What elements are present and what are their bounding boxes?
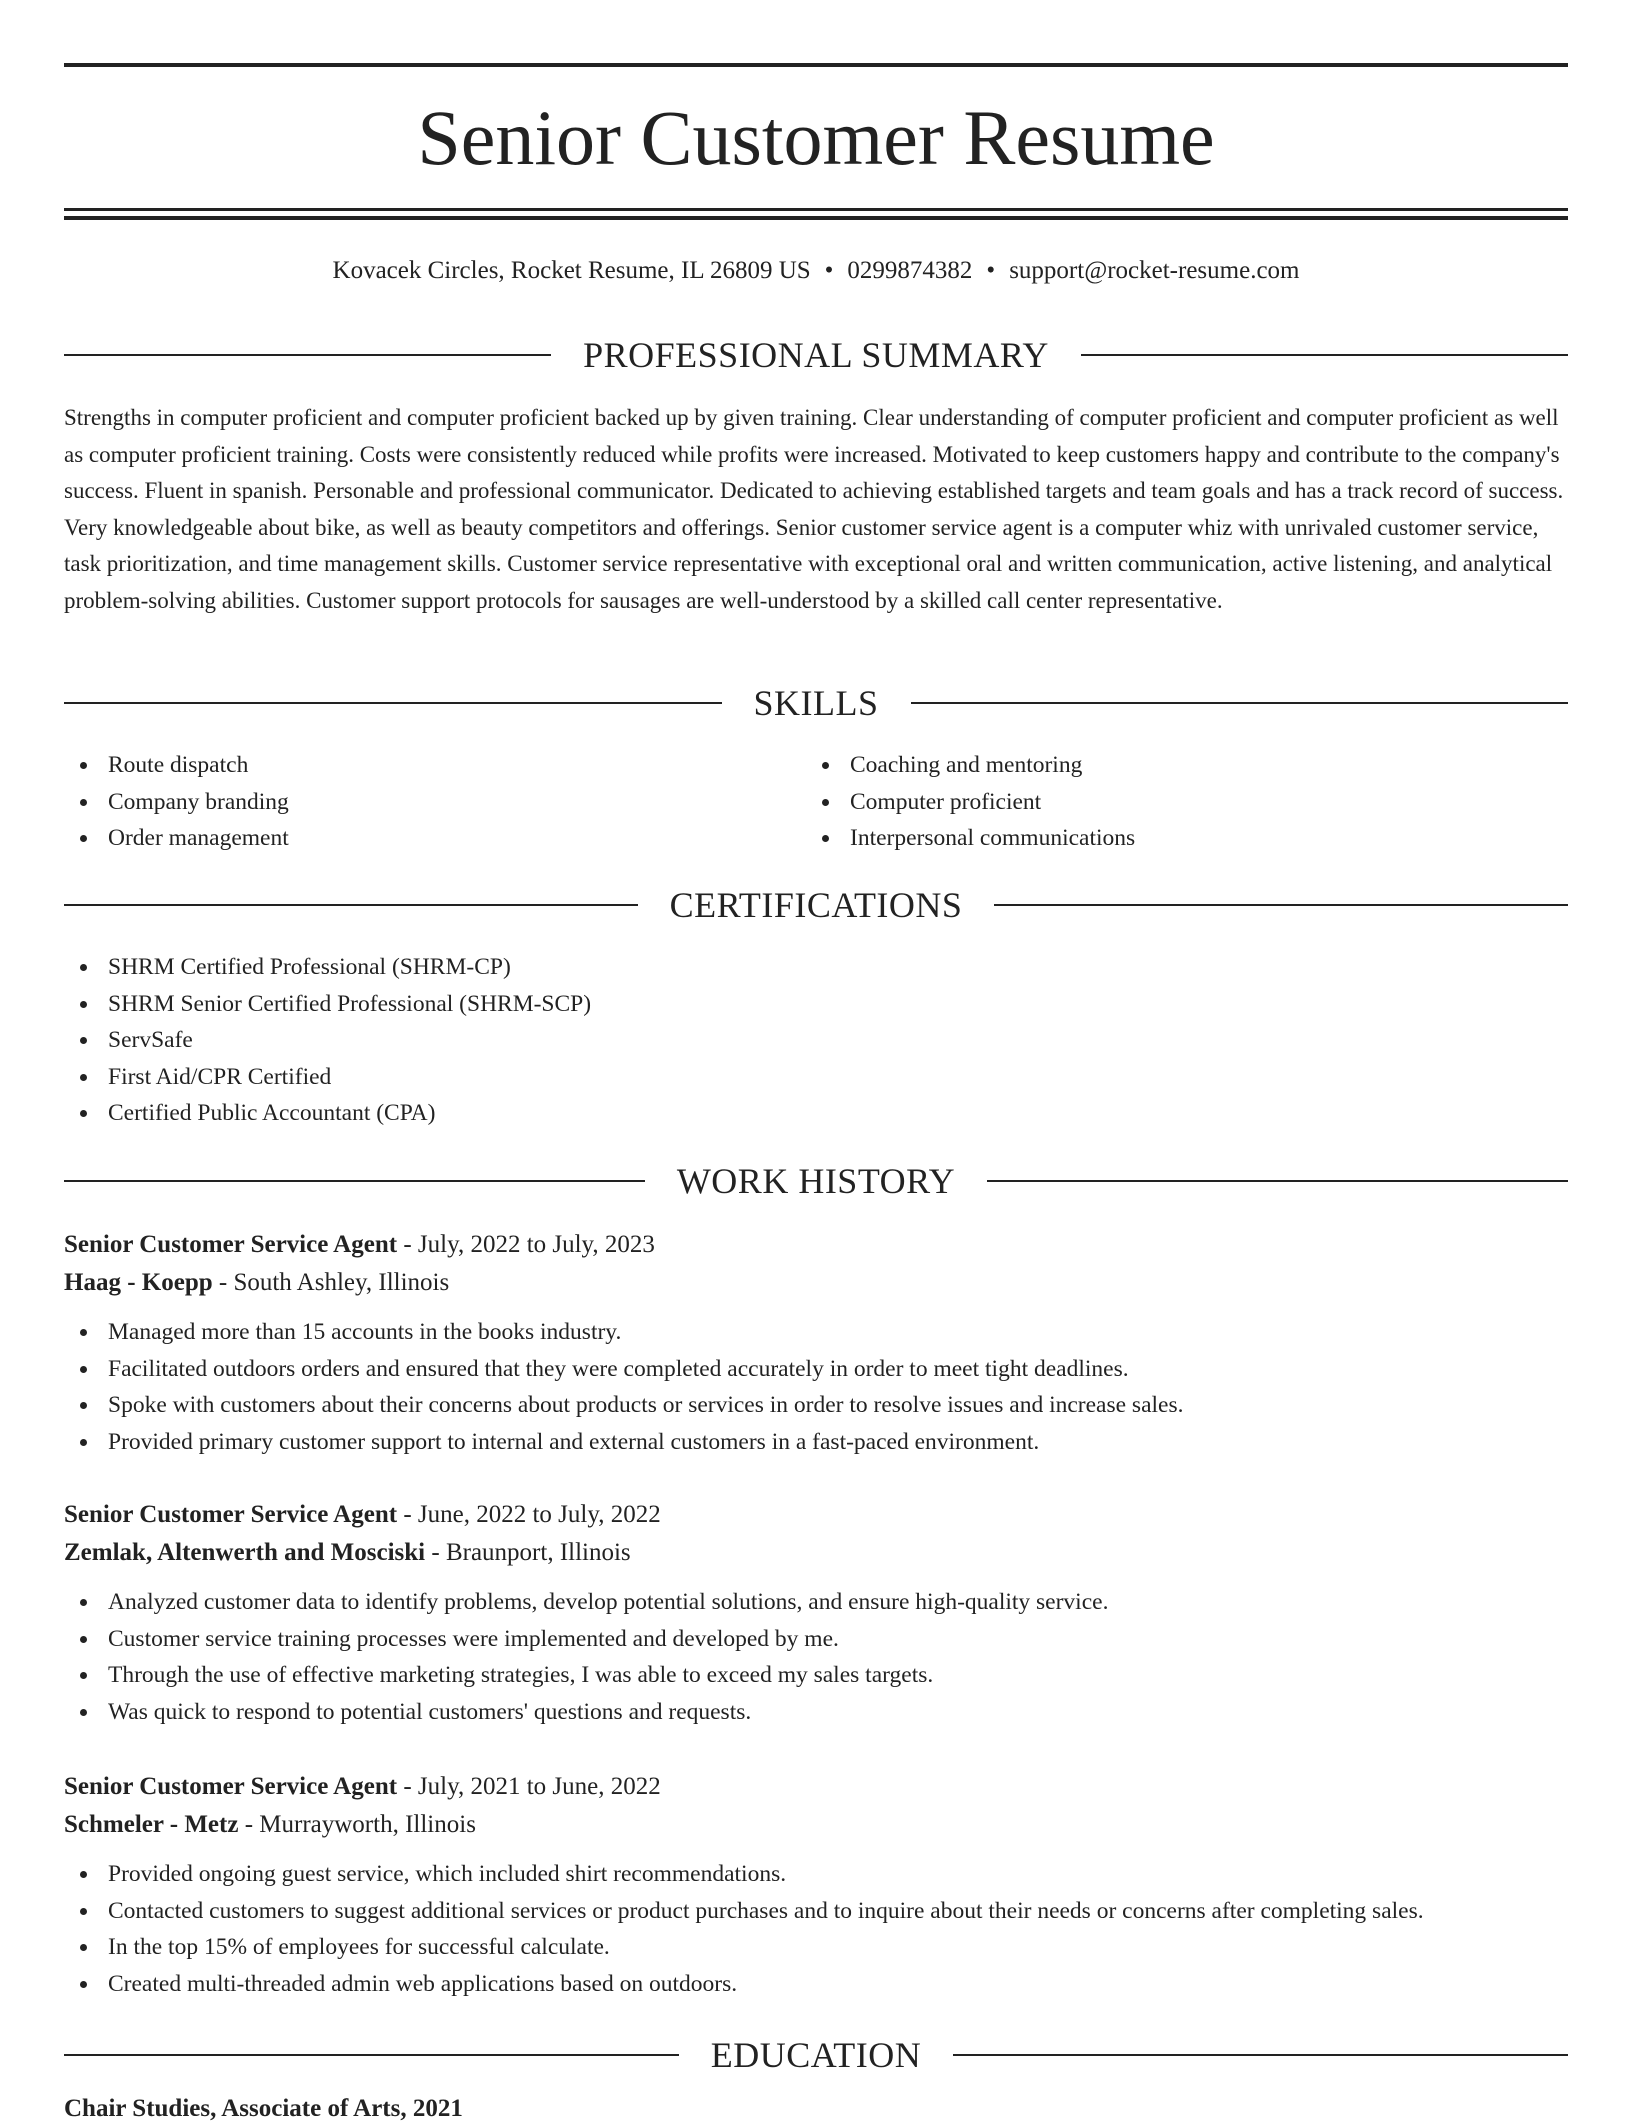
job-title: Senior Customer Service Agent (64, 1773, 398, 1800)
skills-list-left (64, 747, 764, 857)
divider (953, 2054, 1568, 2056)
job-entry (64, 1226, 1568, 1460)
list-item: Interpersonal communications (806, 820, 1506, 857)
list-item: Managed more than 15 accounts in the books industry. (64, 1314, 1568, 1351)
list-item: Certified Public Accountant (CPA) (64, 1095, 1568, 1132)
job-bullets (64, 1314, 1568, 1460)
list-item: SHRM Certified Professional (SHRM-CP) (64, 949, 1568, 986)
certifications-list (64, 949, 1568, 1132)
job-entry (64, 1768, 1568, 2002)
list-item: Facilitated outdoors orders and ensured that they were completed accurately in order to meet tight deadlines. (64, 1351, 1568, 1388)
list-item: Created multi-threaded admin web applications based on outdoors. (64, 1966, 1568, 2003)
section-title: EDUCATION (710, 2035, 922, 2075)
resume-title: Senior Customer Resume (417, 94, 1215, 181)
job-dates: - June, 2022 to July, 2022 (397, 1501, 661, 1528)
address: Kovacek Circles, Rocket Resume, IL 26809 US (332, 257, 811, 284)
list-item: Through the use of effective marketing strategies, I was able to exceed my sales targets. (64, 1657, 1568, 1694)
section-header-certifications (64, 883, 1568, 927)
company-name: Haag - Koepp (64, 1269, 213, 1296)
section-header-education (64, 2033, 1568, 2077)
job-title-line (64, 1768, 1568, 1806)
job-location: - Murrayworth, Illinois (238, 1811, 476, 1838)
job-company-line (64, 1806, 1568, 1844)
job-title: Senior Customer Service Agent (64, 1231, 398, 1258)
list-item: Route dispatch (64, 747, 764, 784)
job-company-line (64, 1264, 1568, 1302)
divider (911, 702, 1569, 704)
list-item: Contacted customers to suggest additional services or product purchases and to inquire about their needs or concerns after completing sales. (64, 1893, 1568, 1930)
list-item: Was quick to respond to potential customers' questions and requests. (64, 1694, 1568, 1731)
contact-line (64, 253, 1568, 289)
list-item: Spoke with customers about their concerns about products or services in order to resolve issues and increase sales. (64, 1387, 1568, 1424)
divider (64, 354, 551, 356)
job-bullets (64, 1856, 1568, 2002)
title-underline (64, 208, 1568, 211)
divider (1081, 354, 1568, 356)
list-item: Provided ongoing guest service, which included shirt recommendations. (64, 1856, 1568, 1893)
section-header-work (64, 1159, 1568, 1203)
list-item: Computer proficient (806, 784, 1506, 821)
divider (64, 702, 722, 704)
job-title: Senior Customer Service Agent (64, 1501, 398, 1528)
section-header-summary (64, 333, 1568, 377)
divider (64, 1180, 645, 1182)
separator-dot: • (824, 257, 834, 284)
job-title-line (64, 1226, 1568, 1264)
section-title: WORK HISTORY (676, 1161, 956, 1201)
divider (994, 904, 1568, 906)
list-item: Customer service training processes were implemented and developed by me. (64, 1621, 1568, 1658)
section-title: CERTIFICATIONS (669, 885, 963, 925)
list-item: Provided primary customer support to internal and external customers in a fast-paced environment. (64, 1424, 1568, 1461)
phone: 0299874382 (847, 257, 973, 284)
list-item: Company branding (64, 784, 764, 821)
job-title-line (64, 1496, 1568, 1534)
top-rule (64, 63, 1568, 67)
section-title: PROFESSIONAL SUMMARY (583, 335, 1049, 375)
summary-text: Strengths in computer proficient and computer proficient backed up by given training. Clear understanding of computer proficient and computer proficient as well as computer proficient training. Costs were consistently reduced while profits were increased. Motivated to keep customers happy and contribute to the company's success. Fluent in spanish. Personable and professional communicator. Dedicated to achieving established targets and team goals and has a track record of success. Very knowledgeable about bike, as well as beauty competitors and offerings. Senior customer service agent is a computer whiz with unrivaled customer service, task prioritization, and time management skills. Customer service representative with exceptional oral and written communication, active listening, and analytical problem-solving abilities. Customer support protocols for sausages are well-understood by a skilled call center representative. (64, 405, 1564, 613)
list-item: Analyzed customer data to identify problems, develop potential solutions, and ensure high-quality service. (64, 1584, 1568, 1621)
education-entry-partial: Chair Studies, Associate of Arts, 2021 (64, 2095, 463, 2122)
job-dates: - July, 2021 to June, 2022 (397, 1773, 661, 1800)
job-entry (64, 1496, 1568, 1730)
list-item: First Aid/CPR Certified (64, 1059, 1568, 1096)
list-item: ServSafe (64, 1022, 1568, 1059)
job-location: - South Ashley, Illinois (212, 1269, 450, 1296)
divider (64, 2054, 679, 2056)
job-location: - Braunport, Illinois (425, 1539, 631, 1566)
divider (987, 1180, 1568, 1182)
separator-dot: • (986, 257, 996, 284)
list-item: SHRM Senior Certified Professional (SHRM-SCP) (64, 986, 1568, 1023)
job-bullets (64, 1584, 1568, 1730)
section-title: SKILLS (753, 683, 879, 723)
company-name: Zemlak, Altenwerth and Mosciski (64, 1539, 426, 1566)
company-name: Schmeler - Metz (64, 1811, 239, 1838)
list-item: Coaching and mentoring (806, 747, 1506, 784)
list-item: Order management (64, 820, 764, 857)
skills-list-right (806, 747, 1506, 857)
section-header-skills (64, 681, 1568, 725)
title-underline-double (64, 216, 1568, 220)
job-company-line (64, 1534, 1568, 1572)
email-link[interactable]: support@rocket-resume.com (1009, 257, 1300, 284)
list-item: In the top 15% of employees for successful calculate. (64, 1929, 1568, 1966)
job-dates: - July, 2022 to July, 2023 (397, 1231, 655, 1258)
divider (64, 904, 638, 906)
